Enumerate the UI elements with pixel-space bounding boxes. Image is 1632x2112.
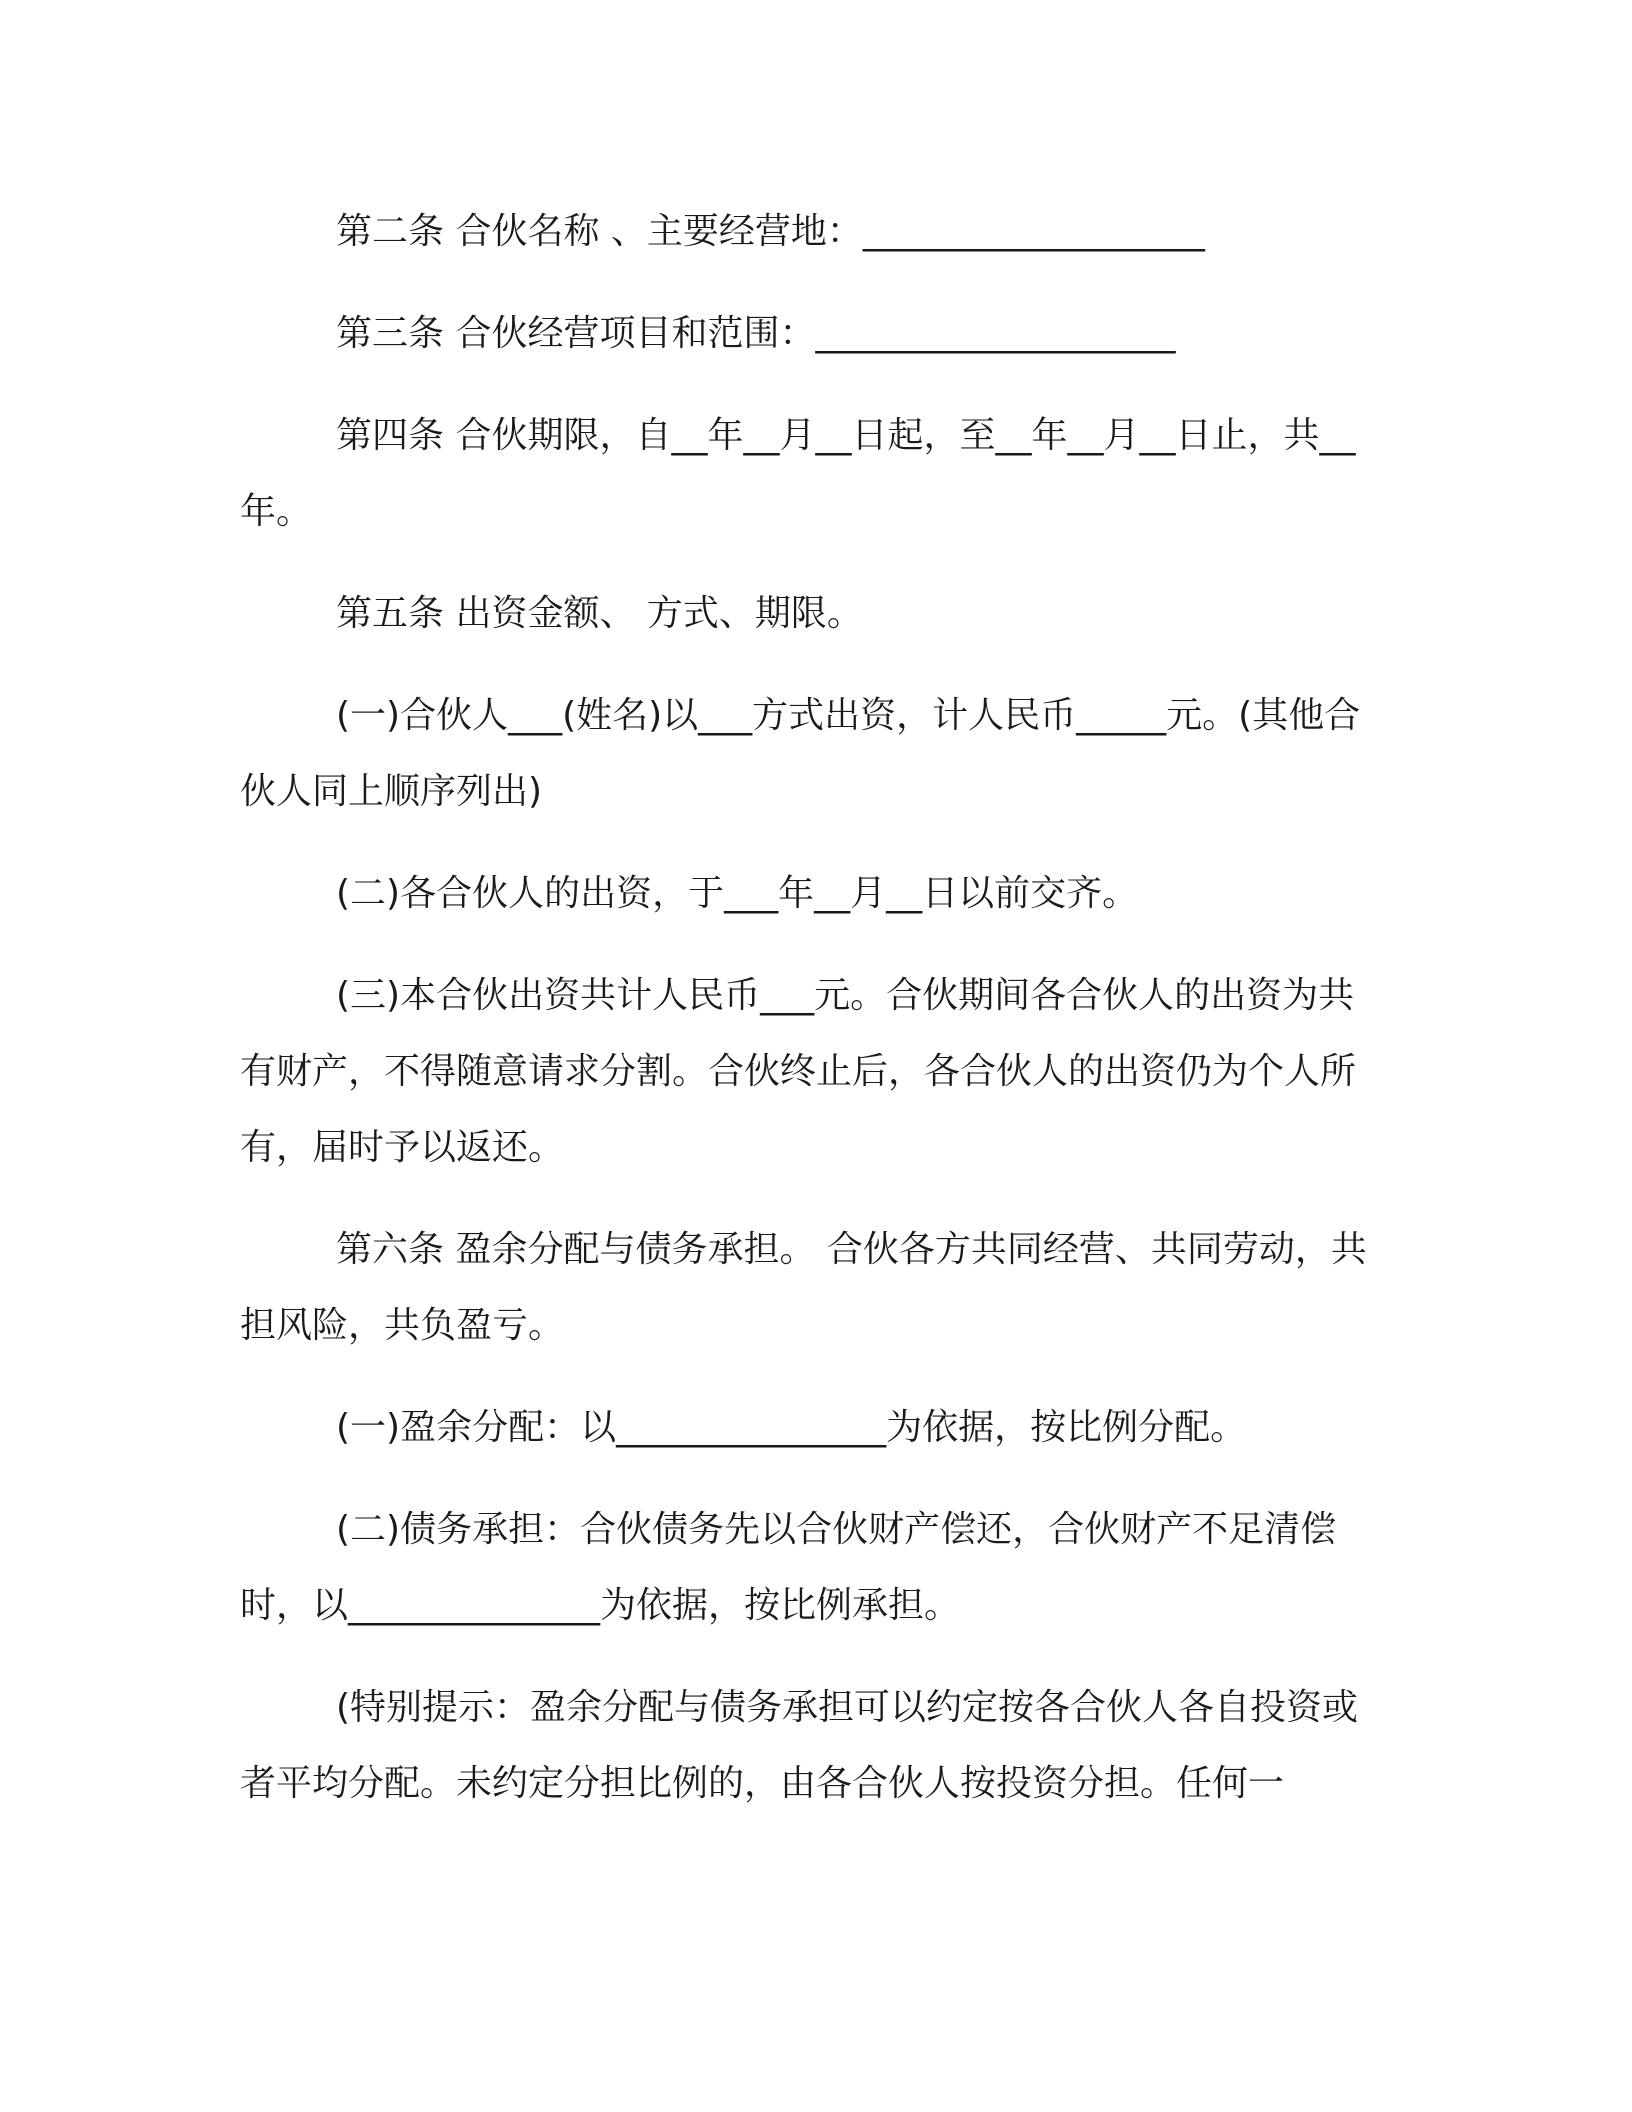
paragraph-article-2: 第二条 合伙名称 、主要经营地：___________________ [336,211,1205,252]
paragraph-article-5: 第五条 出资金额、 方式、期限。 [336,593,863,634]
paragraph-article-5-item-2: (二)各合伙人的出资，于___年__月__日以前交齐。 [336,873,1139,914]
paragraph-article-3: 第三条 合伙经营项目和范围：____________________ [336,313,1176,354]
document-body [240,194,1380,1848]
paragraph-article-6-item-2: (二)债务承担：合伙债务先以合伙财产偿还，合伙财产不足清偿时，以______________为依据，按比例承担。 [240,1509,1337,1626]
paragraph-article-6: 第六条 盈余分配与债务承担。 合伙各方共同经营、共同劳动，共担风险，共负盈亏。 [240,1229,1367,1346]
paragraph-article-5-item-1: (一)合伙人___(姓名)以___方式出资，计人民币_____元。(其他合伙人同上顺序列出) [240,695,1361,812]
paragraph-special-note: (特别提示：盈余分配与债务承担可以约定按各合伙人各自投资或者平均分配。未约定分担比例的，由各合伙人按投资分担。任何一 [240,1687,1359,1804]
paragraph-article-6-item-1: (一)盈余分配：以_______________为依据，按比例分配。 [336,1407,1247,1448]
paragraph-article-5-item-3: (三)本合伙出资共计人民币___元。合伙期间各合伙人的出资为共有财产，不得随意请求分割。合伙终止后，各合伙人的出资仍为个人所有，届时予以返还。 [240,975,1357,1168]
paragraph-article-4: 第四条 合伙期限，自__年__月__日起，至__年__月__日止，共__年。 [240,415,1356,532]
